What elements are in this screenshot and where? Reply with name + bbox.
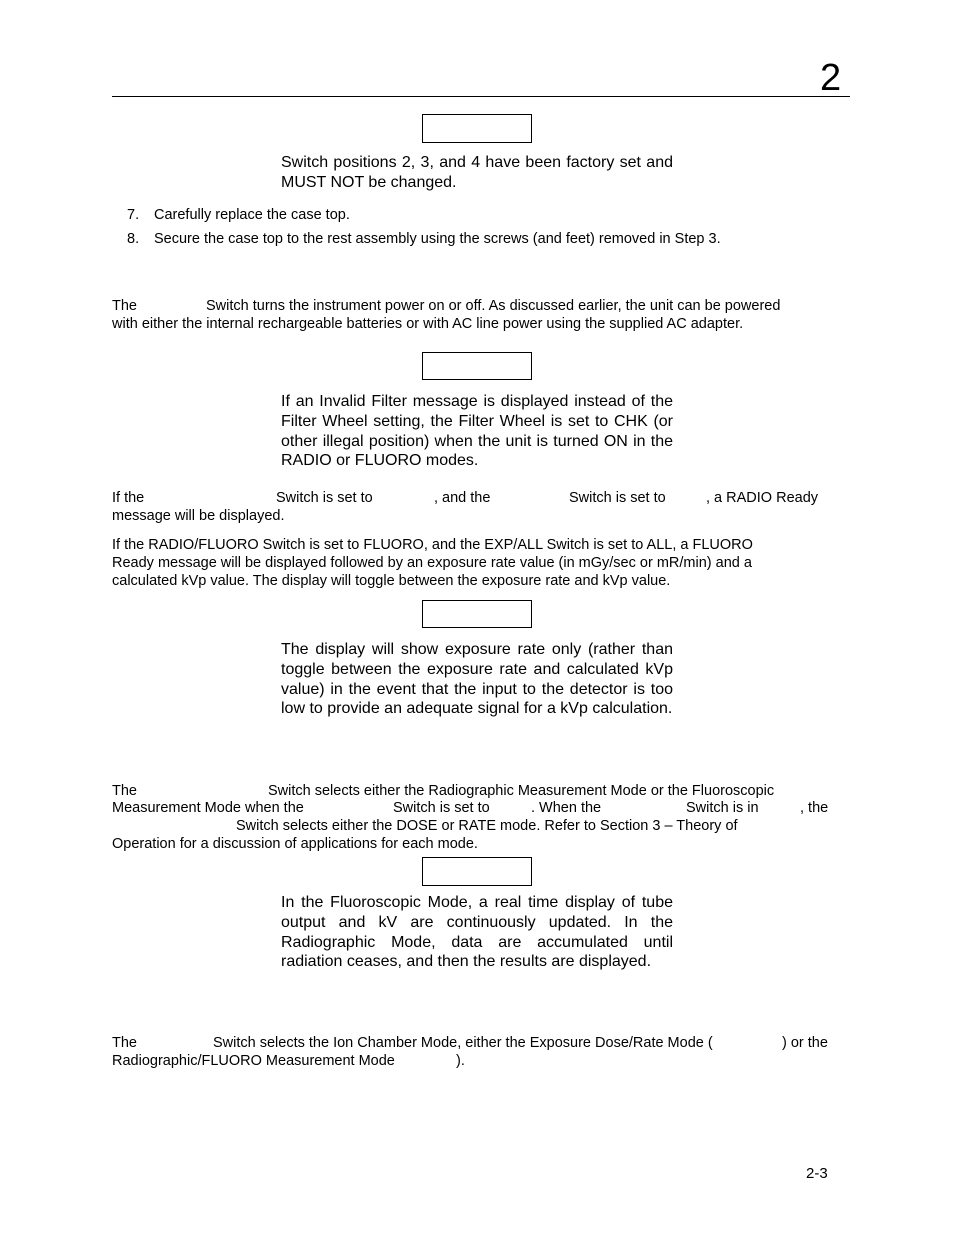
list-item-text: Secure the case top to the rest assembly using the screws (and feet) removed in Step 3. bbox=[154, 231, 721, 247]
paragraph-text: , a RADIO Ready bbox=[706, 490, 819, 506]
paragraph-text: , the bbox=[800, 800, 829, 816]
paragraph-text: Switch is set to bbox=[276, 490, 373, 506]
note-label-box bbox=[422, 352, 532, 380]
paragraph-text: ) or the bbox=[782, 1035, 828, 1051]
note-label-box bbox=[422, 114, 532, 143]
paragraph-text: calculated kVp value. The display will toggle between the exposure rate and kVp value. bbox=[112, 573, 671, 589]
paragraph-word: If the bbox=[112, 490, 145, 506]
chapter-number: 2 bbox=[820, 57, 842, 99]
list-item-text: Carefully replace the case top. bbox=[154, 207, 350, 223]
paragraph-text: Switch is in bbox=[686, 800, 759, 816]
header-rule bbox=[112, 96, 850, 97]
paragraph-text: Switch selects either the Radiographic Measurement Mode or the Fluoroscopic bbox=[268, 783, 775, 799]
note-label-box bbox=[422, 600, 532, 628]
note-text: In the Fluoroscopic Mode, a real time display of tube output and kV are continuously updated. In the Radiographic Mode, data are accumulated until radiation ceases, and then the results are displayed. bbox=[281, 894, 673, 971]
page-number: 2-3 bbox=[806, 1165, 828, 1182]
paragraph-text: , and the bbox=[434, 490, 491, 506]
paragraph-text: Switch selects the Ion Chamber Mode, either the Exposure Dose/Rate Mode ( bbox=[213, 1035, 713, 1051]
note-text: If an Invalid Filter message is displayed instead of the Filter Wheel setting, the Filter Wheel is set to CHK (or other illegal position) when the unit is turned ON in the RADIO or FLUORO modes. bbox=[281, 393, 673, 470]
paragraph-text: ). bbox=[456, 1053, 465, 1069]
paragraph-text: Switch selects either the DOSE or RATE mode. Refer to Section 3 – Theory of bbox=[236, 818, 738, 834]
paragraph-text: Radiographic/FLUORO Measurement Mode bbox=[112, 1053, 395, 1069]
list-item-number: 8. bbox=[127, 231, 140, 247]
note-label-box bbox=[422, 857, 532, 886]
paragraph-word: The bbox=[112, 298, 137, 314]
note-text: The display will show exposure rate only (rather than toggle between the exposure rate and calculated kVp value) in the event that the input to the detector is too low to provide an adequate signal for a kVp calculation. bbox=[281, 641, 673, 718]
paragraph-text: message will be displayed. bbox=[112, 508, 285, 524]
note-text: Switch positions 2, 3, and 4 have been factory set and MUST NOT be changed. bbox=[281, 154, 673, 191]
list-item-number: 7. bbox=[127, 207, 140, 223]
paragraph-text: . When the bbox=[531, 800, 602, 816]
paragraph-text: Ready message will be displayed followed by an exposure rate value (in mGy/sec or mR/min) and a bbox=[112, 555, 752, 571]
paragraph-word: The bbox=[112, 1035, 137, 1051]
paragraph-text: Switch turns the instrument power on or off. As discussed earlier, the unit can be powered bbox=[206, 298, 781, 314]
paragraph-text: Switch is set to bbox=[393, 800, 490, 816]
paragraph-text: Operation for a discussion of applications for each mode. bbox=[112, 836, 478, 852]
paragraph-text: with either the internal rechargeable batteries or with AC line power using the supplied AC adapter. bbox=[112, 316, 744, 332]
paragraph-text: Measurement Mode when the bbox=[112, 800, 304, 816]
paragraph-text: Switch is set to bbox=[569, 490, 666, 506]
paragraph-text: If the RADIO/FLUORO Switch is set to FLUORO, and the EXP/ALL Switch is set to ALL, a FLUORO bbox=[112, 537, 753, 553]
paragraph-word: The bbox=[112, 783, 137, 799]
